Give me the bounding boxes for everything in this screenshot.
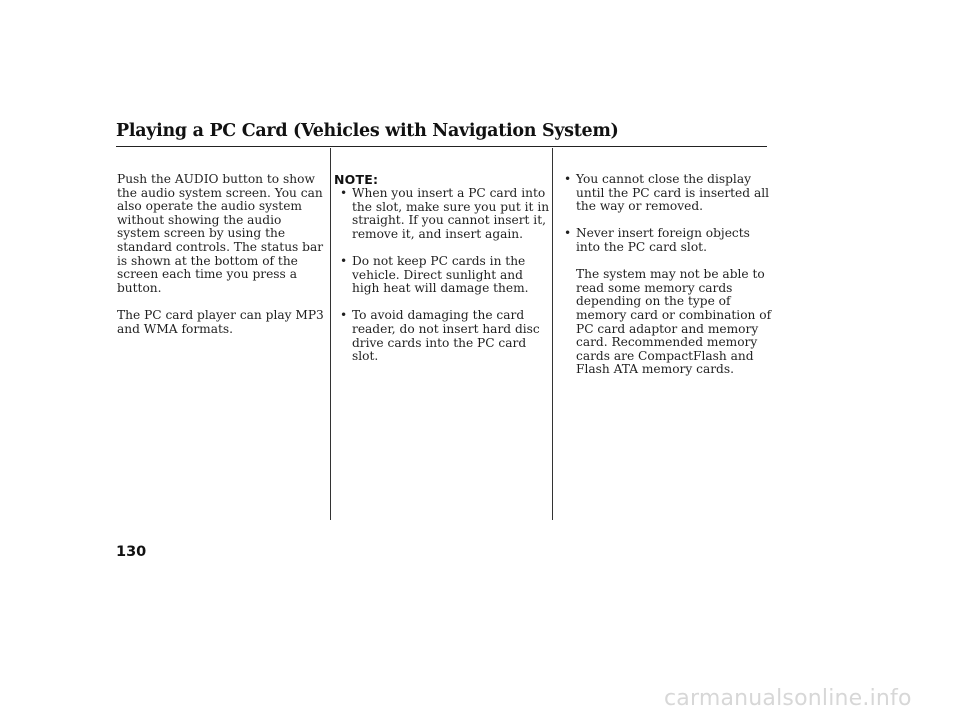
- intro-paragraph: Push the AUDIO button to show the audio system screen. You can also operate the audio system without showing the audio system screen by using the standard controls. The status bar is shown at the bottom of the screen each time you press a button.: [117, 172, 324, 295]
- column-divider-right: [552, 148, 553, 520]
- watermark: carmanualsonline.info: [664, 686, 912, 711]
- formats-paragraph: The PC card player can play MP3 and WMA formats.: [117, 307, 324, 336]
- memory-card-paragraph: The system may not be able to read some memory cards depending on the type of memory card or combination of PC card adaptor and memory card. Recommended memory cards are CompactFlash and Flash ATA memory cards.: [576, 267, 772, 377]
- note-bullet-insert: • When you insert a PC card into the slot, make sure you put it in straight. If you cannot insert it, remove it, and insert again.: [340, 187, 552, 241]
- column-notes: [340, 187, 552, 364]
- column-intro: [117, 173, 325, 336]
- note-bullet-hard-disc: • To avoid damaging the card reader, do not insert hard disc drive cards into the PC card slot.: [340, 309, 552, 363]
- title-underline: [116, 146, 767, 147]
- caution-bullet-foreign-objects: • Never insert foreign objects into the PC card slot.: [564, 227, 774, 254]
- caution-bullet-display: • You cannot close the display until the PC card is inserted all the way or removed.: [564, 173, 774, 214]
- column-divider-left: [330, 148, 331, 520]
- note-bullet-heat: • Do not keep PC cards in the vehicle. Direct sunlight and high heat will damage them.: [340, 255, 552, 296]
- note-label: NOTE:: [334, 172, 379, 187]
- column-cautions: [564, 173, 774, 377]
- page-number: 130: [116, 544, 147, 560]
- page-title: Playing a PC Card (Vehicles with Navigation System): [116, 121, 619, 141]
